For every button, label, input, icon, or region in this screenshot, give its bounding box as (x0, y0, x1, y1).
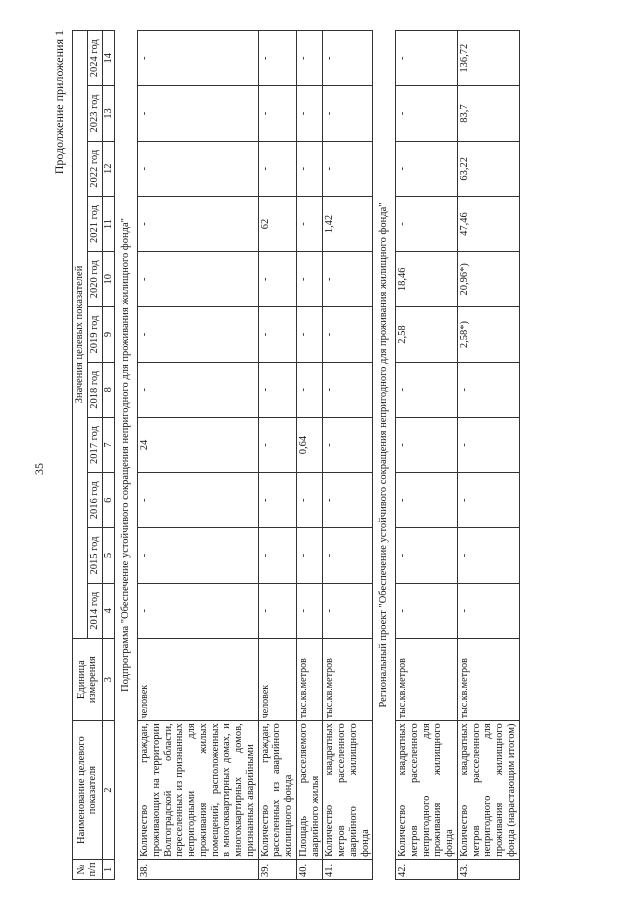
col-number: 7 (102, 417, 115, 472)
row-value: - (396, 417, 458, 472)
row-value: - (323, 86, 373, 141)
row-value: - (296, 252, 323, 307)
row-value: - (138, 86, 259, 141)
row-value: - (323, 252, 373, 307)
row-value: - (296, 31, 323, 86)
header-year: 2022 год (87, 141, 102, 196)
row-value: - (258, 417, 296, 472)
row-value: 83,7 (457, 86, 519, 141)
row-number: 38. (138, 859, 259, 879)
row-value: - (457, 583, 519, 638)
header-year: 2023 год (87, 86, 102, 141)
row-value: - (457, 528, 519, 583)
header-num: № п/п (73, 859, 103, 879)
row-unit: тыс.кв.метров (296, 638, 323, 720)
row-name: Количество граждан, проживающих на территории Волгоградской области, переселенных из признанных непригодными для проживания жилых помещений, расположенных в многоквартирных домах, и многоквартирных домов, признанных аварийными (138, 721, 259, 860)
row-value: 1,42 (323, 196, 373, 251)
header-year: 2018 год (87, 362, 102, 417)
row-value: - (296, 583, 323, 638)
row-value: - (138, 307, 259, 362)
row-value: - (138, 473, 259, 528)
col-number: 6 (102, 473, 115, 528)
row-value: 62 (258, 196, 296, 251)
row-unit: человек (258, 638, 296, 720)
row-value: - (323, 307, 373, 362)
header-year: 2016 год (87, 473, 102, 528)
row-value: - (396, 528, 458, 583)
table-row (457, 31, 519, 880)
table-row (323, 31, 373, 880)
row-value: - (296, 196, 323, 251)
row-value: - (258, 528, 296, 583)
col-number: 4 (102, 583, 115, 638)
rotated-content (32, 30, 600, 880)
row-value: - (296, 528, 323, 583)
row-value: - (258, 583, 296, 638)
row-value: 47,46 (457, 196, 519, 251)
row-value: - (396, 196, 458, 251)
header-name: Наименование целевого показателя (73, 721, 103, 860)
row-value: 136,72 (457, 31, 519, 86)
row-value: - (457, 417, 519, 472)
row-value: - (138, 528, 259, 583)
row-value: - (138, 583, 259, 638)
table-row (138, 31, 259, 880)
col-number: 11 (102, 196, 115, 251)
header-year: 2019 год (87, 307, 102, 362)
row-unit: тыс.кв.метров (457, 638, 519, 720)
row-value: - (296, 141, 323, 196)
row-value: - (296, 86, 323, 141)
col-number: 10 (102, 252, 115, 307)
header-year: 2020 год (87, 252, 102, 307)
row-value: - (258, 141, 296, 196)
table-row (396, 31, 458, 880)
row-value: 20,96*) (457, 252, 519, 307)
row-value: - (296, 307, 323, 362)
section-subprogram: Подпрограмма "Обеспечение устойчивого сокращения непригодного для проживания жилищного фонда" (115, 31, 138, 880)
row-name: Количество квадратных метров расселенного непригодного для проживания жилищного фонда (396, 721, 458, 860)
row-value: - (323, 583, 373, 638)
row-value: - (296, 473, 323, 528)
row-name: Количество квадратных метров расселенного непригодного для проживания жилищного фонда (нарастающим итогом) (457, 721, 519, 860)
row-value: - (138, 362, 259, 417)
col-number: 2 (102, 721, 115, 860)
row-value: - (258, 362, 296, 417)
row-value: - (396, 86, 458, 141)
section-regional: Региональный проект "Обеспечение устойчивого сокращения непригодного для проживания жилищного фонда" (373, 31, 396, 880)
continuation-note: Продолжение приложения 1 (52, 30, 66, 175)
table-row (296, 31, 323, 880)
row-value: 24 (138, 417, 259, 472)
header-unit: Единица измерения (73, 638, 103, 720)
header-values-group: Значения целевых показателей (73, 31, 88, 639)
row-value: - (457, 362, 519, 417)
col-number: 14 (102, 31, 115, 86)
row-name: Количество квадратных метров расселенного аварийного жилищного фонда (323, 721, 373, 860)
row-value: - (138, 252, 259, 307)
row-value: 2,58 (396, 307, 458, 362)
row-value: - (258, 473, 296, 528)
table-body (115, 31, 519, 880)
page-number: 35 (32, 463, 46, 475)
row-value: - (258, 307, 296, 362)
row-name: Количество граждан, расселенных из аварийного жилищного фонда (258, 721, 296, 860)
row-name: Площадь расселяемого аварийного жилья (296, 721, 323, 860)
row-value: - (396, 583, 458, 638)
row-number: 39. (258, 859, 296, 879)
row-unit: тыс.кв.метров (396, 638, 458, 720)
row-value: - (138, 196, 259, 251)
row-value: - (258, 31, 296, 86)
row-value: - (457, 473, 519, 528)
row-unit: человек (138, 638, 259, 720)
header-year: 2024 год (87, 31, 102, 86)
row-unit: тыс.кв.метров (323, 638, 373, 720)
col-number: 9 (102, 307, 115, 362)
col-number: 12 (102, 141, 115, 196)
row-value: - (323, 473, 373, 528)
row-value: 0,64 (296, 417, 323, 472)
row-number: 43. (457, 859, 519, 879)
row-value: - (396, 473, 458, 528)
row-value: - (258, 86, 296, 141)
row-value: 18,46 (396, 252, 458, 307)
row-value: - (323, 31, 373, 86)
row-value: - (323, 528, 373, 583)
row-value: - (396, 362, 458, 417)
row-value: - (323, 417, 373, 472)
row-value: - (138, 141, 259, 196)
table-row (258, 31, 296, 880)
header-year: 2015 год (87, 528, 102, 583)
row-value: - (396, 31, 458, 86)
header-year: 2021 год (87, 196, 102, 251)
col-number: 5 (102, 528, 115, 583)
row-number: 40. (296, 859, 323, 879)
row-value: - (138, 31, 259, 86)
row-value: 2,58*) (457, 307, 519, 362)
row-number: 41. (323, 859, 373, 879)
header-year: 2017 год (87, 417, 102, 472)
row-value: - (258, 252, 296, 307)
row-value: - (323, 141, 373, 196)
col-number: 8 (102, 362, 115, 417)
row-value: - (323, 362, 373, 417)
row-value: 63,22 (457, 141, 519, 196)
indicators-table (72, 30, 520, 880)
col-number: 3 (102, 638, 115, 720)
row-value: - (396, 141, 458, 196)
row-number: 42. (396, 859, 458, 879)
col-number: 13 (102, 86, 115, 141)
col-number: 1 (102, 859, 115, 879)
row-value: - (296, 362, 323, 417)
header-year: 2014 год (87, 583, 102, 638)
